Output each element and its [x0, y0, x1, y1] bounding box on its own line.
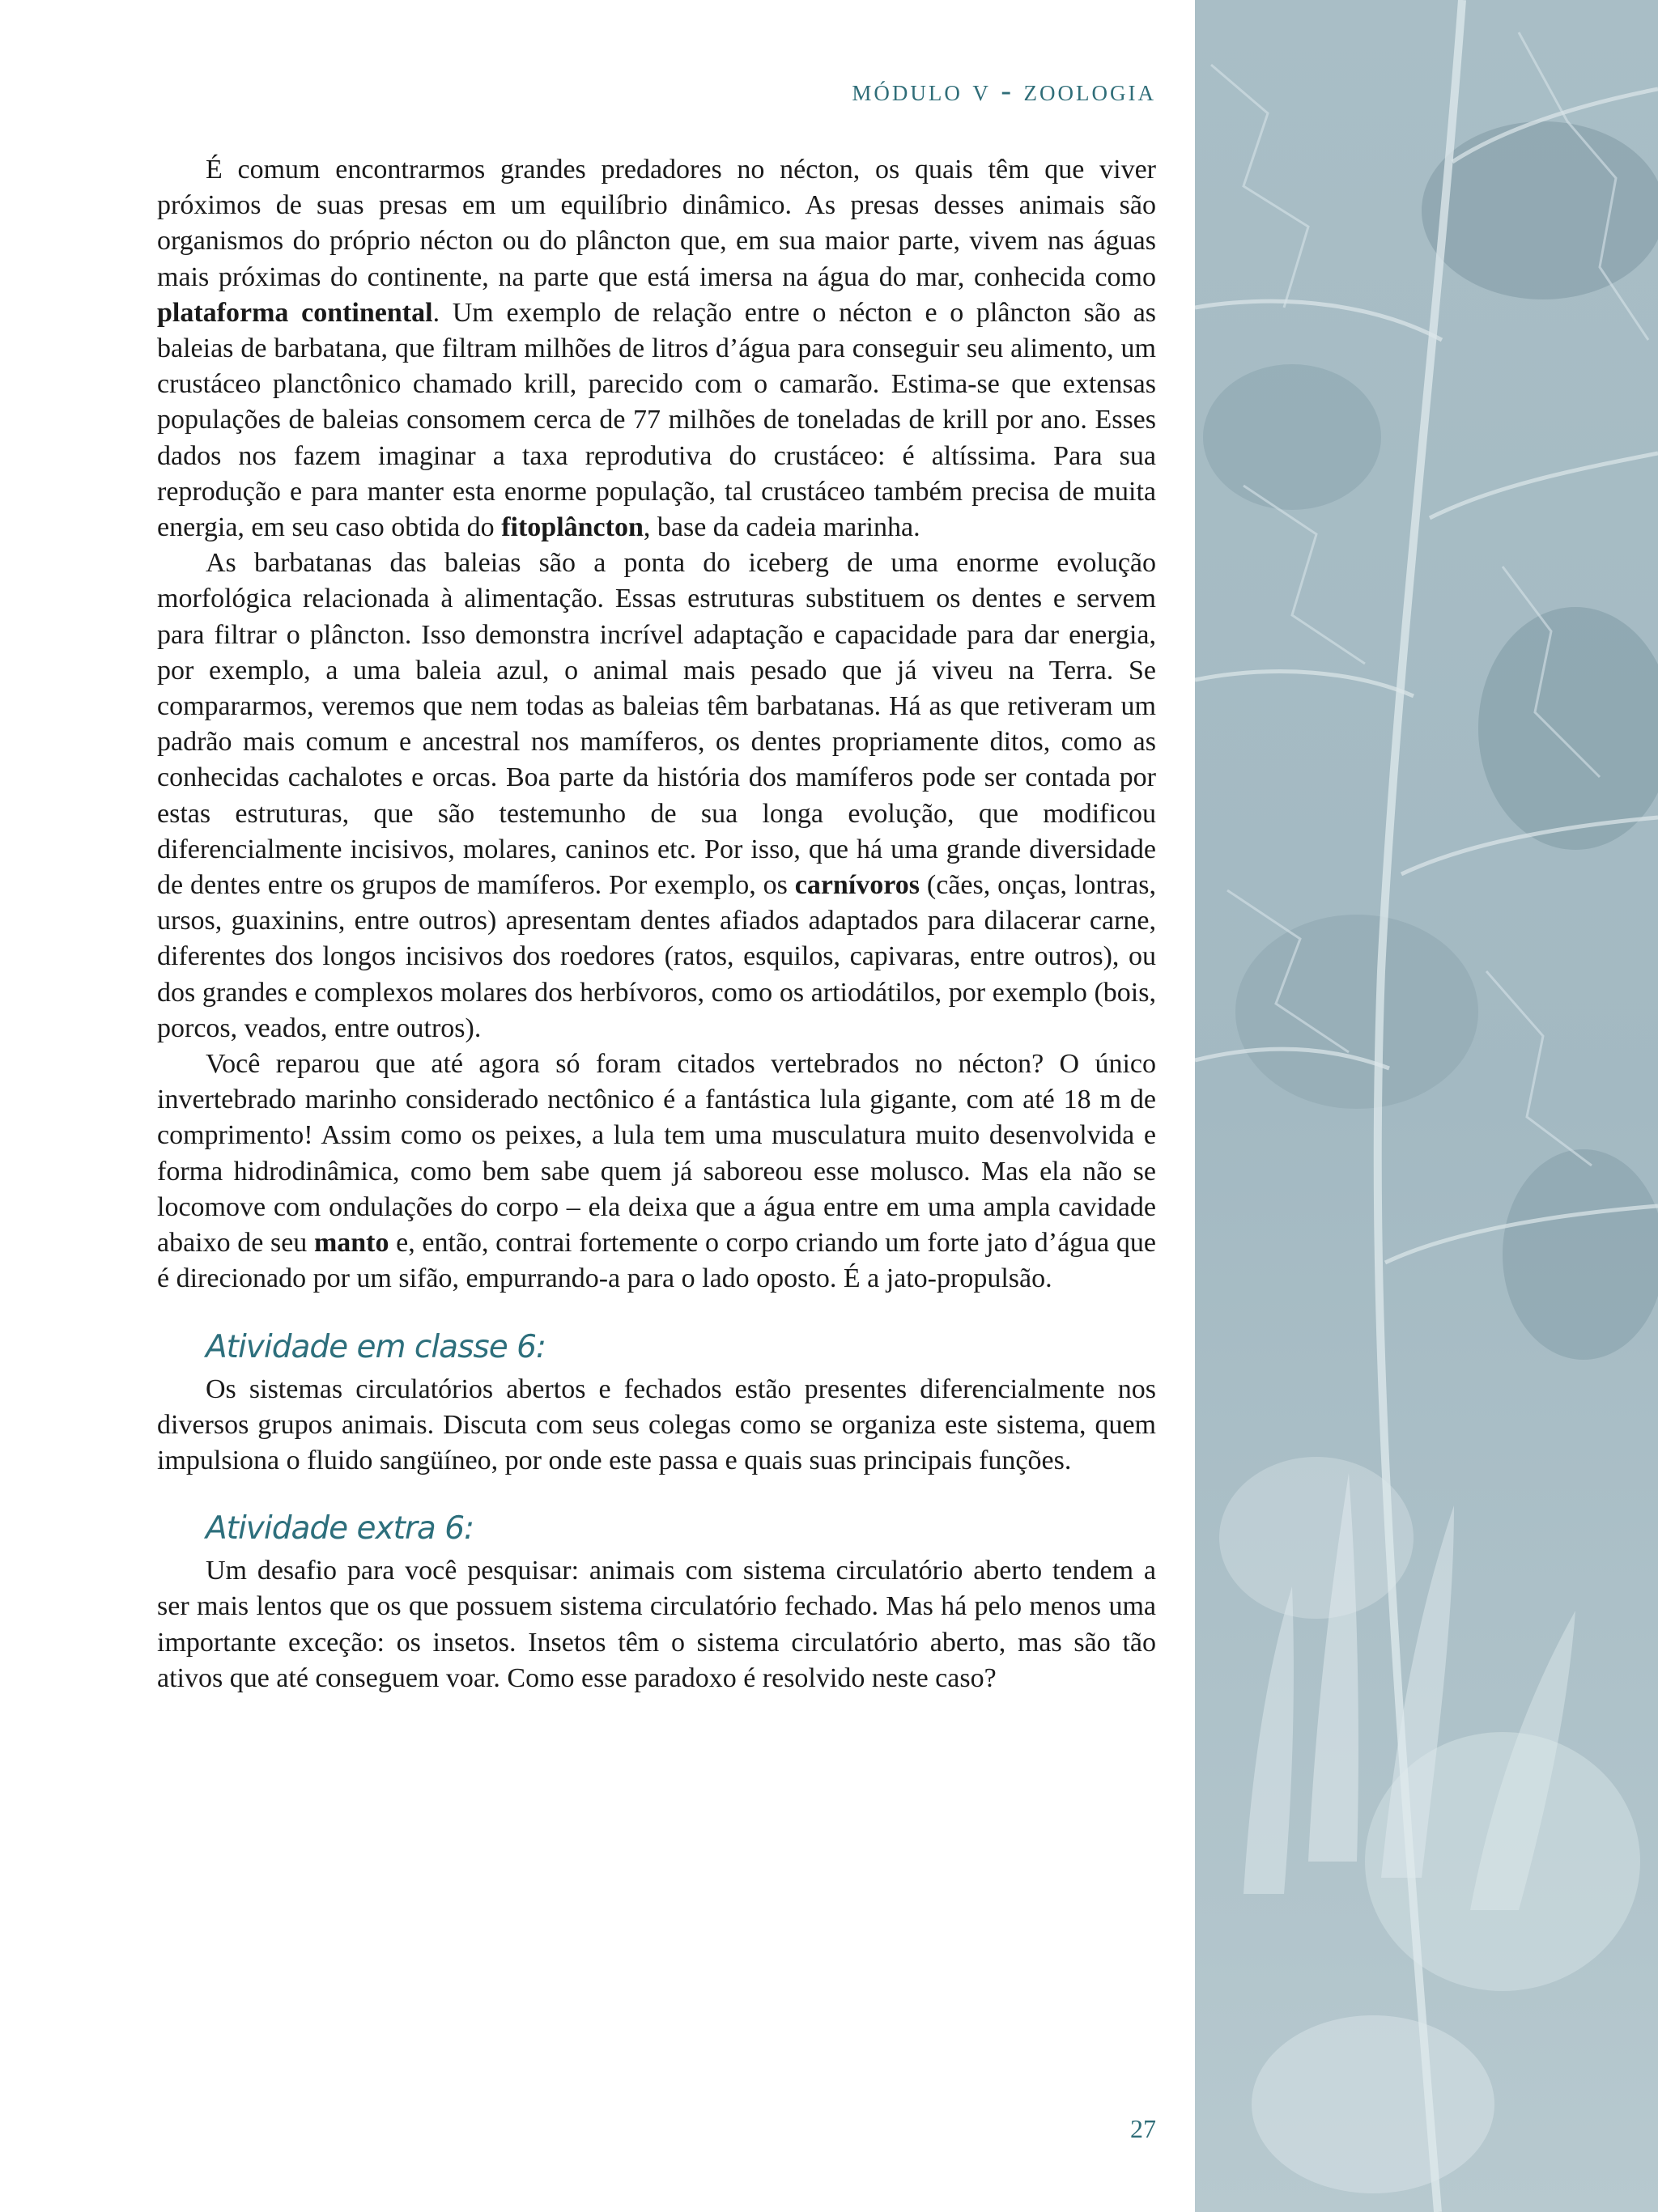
- paragraph-lula-gigante: [157, 1047, 1156, 1297]
- text-run: . Um exemplo de relação entre o nécton e o plâncton são as baleias de barbatana, que filtram milhões de litros d’água para conseguir seu alimento, um crustáceo planctônico chamado krill, parecido com o camarão. Estima-se que extensas populações de baleias consomem cerca de 77 milhões de toneladas de krill por ano. Esses dados nos fazem imaginar a taxa reprodutiva do crustáceo: é altíssima. Para sua reprodução e para manter esta enorme população, tal crustáceo também precisa de muita energia, em seu caso obtida do: [157, 297, 1157, 543]
- main-content: [157, 152, 1156, 1696]
- term-manto: manto: [313, 1228, 389, 1259]
- activity-class-title: Atividade em classe 6:: [206, 1328, 546, 1365]
- text-run: e, então, contrai fortemente o corpo criando um forte jato d’água que é direcionado por um sifão, empurrando-a para o lado oposto. É a jato-propulsão.: [157, 1228, 1156, 1294]
- text-run: As barbatanas das baleias são a ponta do iceberg de uma enorme evolução morfológica relacionada à alimentação. Essas estruturas substituem os dentes e servem para filtrar o plâncton. Isso demonstra incrível adaptação e capacidade para dar energia, por exemplo, a uma baleia azul, o animal mais pesado que já viveu na Terra. Se compararmos, veremos que nem todas as baleias têm barbatanas. Há as que retiveram um padrão mais comum e ancestral nos mamíferos, os dentes propriamente ditos, como as conhecidas cachalotes e orcas. Boa parte da história dos mamíferos pode ser contada por estas estruturas, que são testemunho de sua longa evolução, que modificou diferencialmente incisivos, molares, caninos etc. Por isso, que há uma grande diversidade de dentes entre os grupos de mamíferos. Por exemplo, os: [157, 548, 1156, 901]
- term-fitoplancton: fitoplâncton: [501, 512, 644, 543]
- paragraph-barbatanas: [157, 546, 1156, 1047]
- term-plataforma-continental: plataforma continental: [157, 297, 433, 328]
- text-run: (cães, onças, lontras, ursos, guaxinins, entre outros) apresentam dentes afiados adaptados para dilacerar carne, diferentes dos longos incisivos dos roedores (ratos, esquilos, capivaras, entre outros), ou dos grandes e complexos molares dos herbívoros, como os artiodátilos, por exemplo (bois, porcos, veados, entre outros).: [157, 870, 1156, 1043]
- activity-extra-text: Um desafio para você pesquisar: animais com sistema circulatório aberto tendem a ser mais lentos que os que possuem sistema circulatório fechado. Mas há pelo menos uma importante exceção: os insetos. Insetos têm o sistema circulatório aberto, mas são tão ativos que até conseguem voar. Como esse paradoxo é resolvido neste caso?: [157, 1556, 1156, 1693]
- text-run: É comum encontrarmos grandes predadores no nécton, os quais têm que viver próximos de suas presas em um equilíbrio dinâmico. As presas desses animais são organismos do próprio nécton ou do plâncton que, em sua maior parte, vivem nas águas mais próximas do continente, na parte que está imersa na água do mar, conhecida como: [157, 155, 1156, 292]
- page-number: 27: [1130, 2114, 1156, 2143]
- leaf-texture-image: [1195, 0, 1658, 2212]
- term-carnivoros: carnívoros: [794, 870, 920, 901]
- text-run: , base da cadeia marinha.: [643, 512, 920, 543]
- activity-extra-title: Atividade extra 6:: [206, 1510, 474, 1548]
- text-run: Você reparou que até agora só foram citados vertebrados no nécton? O único invertebrado marinho considerado nectônico é a fantástica lula gigante, com até 18 m de comprimento! Assim como os peixes, a lula tem uma musculatura muito desenvolvida e forma hidrodinâmica, como bem sabe quem já saboreou esse molusco. Mas ela não se locomove com ondulações do corpo – ela deixa que a água entre em uma ampla cavidade abaixo de seu: [157, 1049, 1156, 1259]
- paragraph-necton: [157, 152, 1156, 546]
- decorative-leaf-band: [1195, 0, 1658, 2212]
- activity-class-text: Os sistemas circulatórios abertos e fechados estão presentes diferencialmente nos diversos grupos animais. Discuta com seus colegas como se organiza este sistema, quem impulsiona o fluido sangüíneo, por onde este passa e quais suas principais funções.: [157, 1373, 1156, 1475]
- running-head: módulo v - zoologia: [852, 74, 1156, 108]
